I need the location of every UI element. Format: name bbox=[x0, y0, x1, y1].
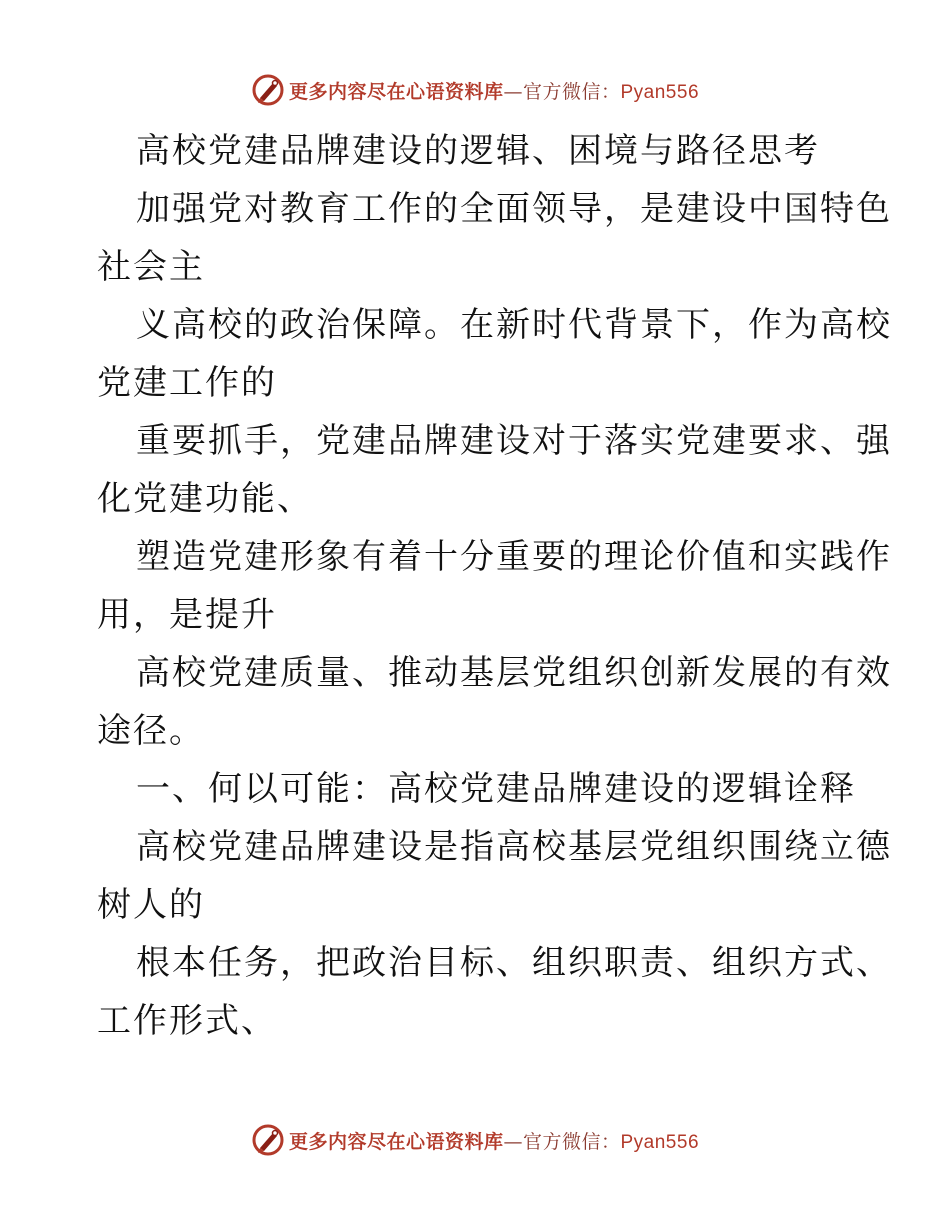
watermark-site-text: 更多内容尽在心语资料库 bbox=[288, 1130, 504, 1153]
pen-logo-icon bbox=[251, 1123, 285, 1157]
watermark-separator: — bbox=[503, 80, 523, 103]
watermark-contact-id: Pyan556 bbox=[620, 1131, 700, 1153]
document-body bbox=[97, 122, 892, 1050]
text-line: 党建工作的 bbox=[97, 363, 277, 403]
text-line: 社会主 bbox=[97, 247, 205, 287]
text-line: 加强党对教育工作的全面领导，是建设中国特色 bbox=[136, 189, 892, 229]
text-line: 树人的 bbox=[97, 885, 205, 925]
text-line: 用，是提升 bbox=[97, 595, 277, 635]
text-line: 塑造党建形象有着十分重要的理论价值和实践作 bbox=[136, 537, 892, 577]
text-line: 一、何以可能：高校党建品牌建设的逻辑诠释 bbox=[136, 769, 856, 809]
text-line: 高校党建质量、推动基层党组织创新发展的有效 bbox=[136, 653, 892, 693]
watermark-contact-label: 官方微信： bbox=[522, 1130, 621, 1153]
pen-logo-icon bbox=[251, 73, 285, 107]
text-line: 化党建功能、 bbox=[97, 479, 313, 519]
text-line: 高校党建品牌建设的逻辑、困境与路径思考 bbox=[136, 131, 820, 171]
watermark-contact-label: 官方微信： bbox=[522, 80, 621, 103]
watermark-text bbox=[289, 77, 699, 104]
text-line: 高校党建品牌建设是指高校基层党组织围绕立德 bbox=[136, 827, 892, 867]
text-line: 重要抓手，党建品牌建设对于落实党建要求、强 bbox=[136, 421, 892, 461]
text-line: 途径。 bbox=[97, 711, 205, 751]
watermark-site-text: 更多内容尽在心语资料库 bbox=[288, 80, 504, 103]
watermark-separator: — bbox=[503, 1130, 523, 1153]
text-line: 根本任务，把政治目标、组织职责、组织方式、 bbox=[136, 943, 892, 983]
watermark-contact-id: Pyan556 bbox=[620, 81, 700, 103]
text-line: 工作形式、 bbox=[97, 1001, 277, 1041]
header-watermark bbox=[0, 70, 950, 110]
watermark-text bbox=[289, 1127, 699, 1154]
text-line: 义高校的政治保障。在新时代背景下，作为高校 bbox=[136, 305, 892, 345]
footer-watermark bbox=[0, 1120, 950, 1160]
